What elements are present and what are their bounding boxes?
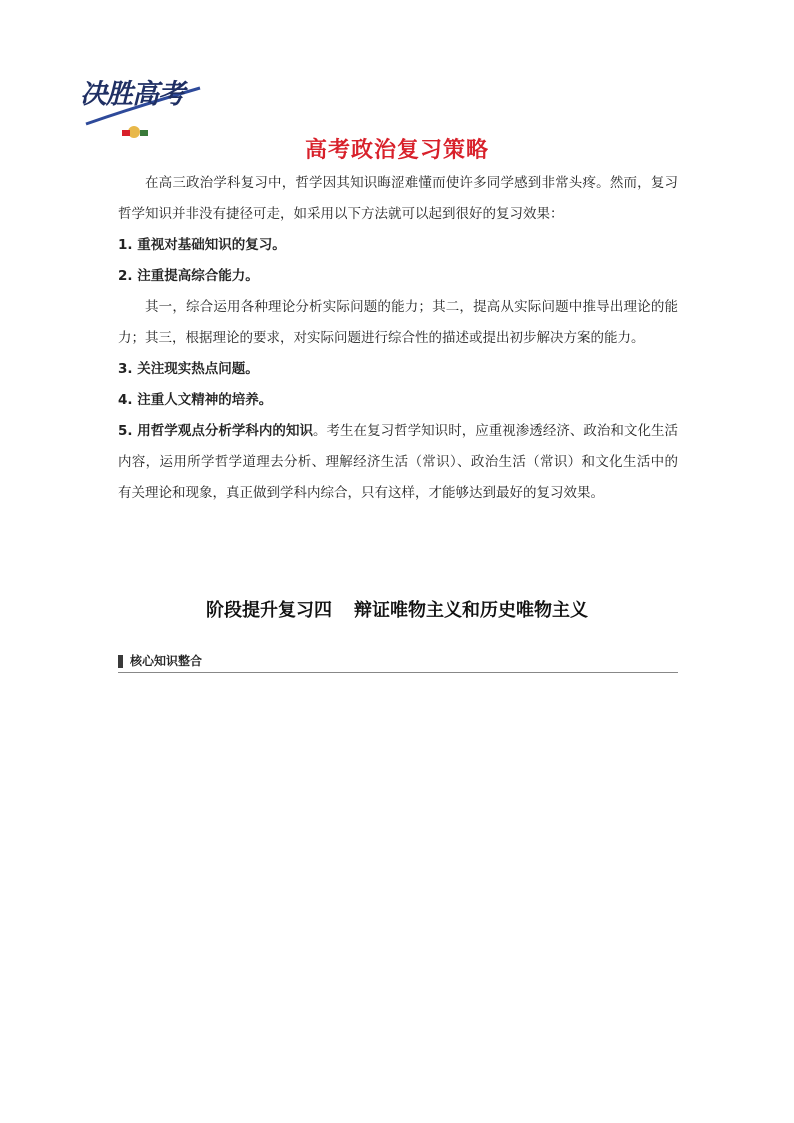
logo-text: 决胜高考 [80, 79, 184, 110]
intro-paragraph [118, 168, 678, 230]
subsection-header [118, 652, 678, 673]
intro-line-1: 在高三政治学科复习中，哲学因其知识晦涩难懂而使许多同学感到非常头疼。然而， [145, 175, 651, 191]
list-item-3: 3. 关注现实热点问题。 [118, 361, 259, 377]
list-item-5 [118, 416, 678, 509]
article-body [118, 168, 678, 509]
list-item-5-body: 。考生在复习哲学知识时，应重视渗透经济、政治和文化生活内容，运用所学哲学道理去分析、理解经济生活（常识）、政治生活（常识）和文化生活中的有关理论和现象，真正做到学科内综合，只有这样，才能够达到最好的复习效果。 [118, 423, 678, 501]
list-item-2-detail: 其一，综合运用各种理论分析实际问题的能力；其二，提高从实际问题中推导出理论的能力；其三，根据理论的要求，对实际问题进行综合性的描述或提出初步解决方案的能力。 [118, 299, 678, 346]
list-item-4: 4. 注重人文精神的培养。 [118, 392, 273, 408]
intro-line-2: 复习哲学知识并非没有捷径可走，如采用以下方法就可以起到很好的复习效果： [118, 175, 678, 222]
section-title-part1: 阶段提升复习四 [206, 600, 332, 621]
section-title [0, 596, 794, 622]
subsection-label: 核心知识整合 [130, 654, 203, 668]
page-title: 高考政治复习策略 [304, 138, 489, 163]
list-item-2: 2. 注重提高综合能力。 [118, 268, 259, 284]
section-title-part2: 辩证唯物主义和历史唯物主义 [354, 600, 588, 621]
list-item-1: 1. 重视对基础知识的复习。 [118, 237, 286, 253]
subsection-marker [118, 655, 123, 668]
list-item-5-heading: 5. 用哲学观点分析学科内的知识 [118, 423, 313, 439]
